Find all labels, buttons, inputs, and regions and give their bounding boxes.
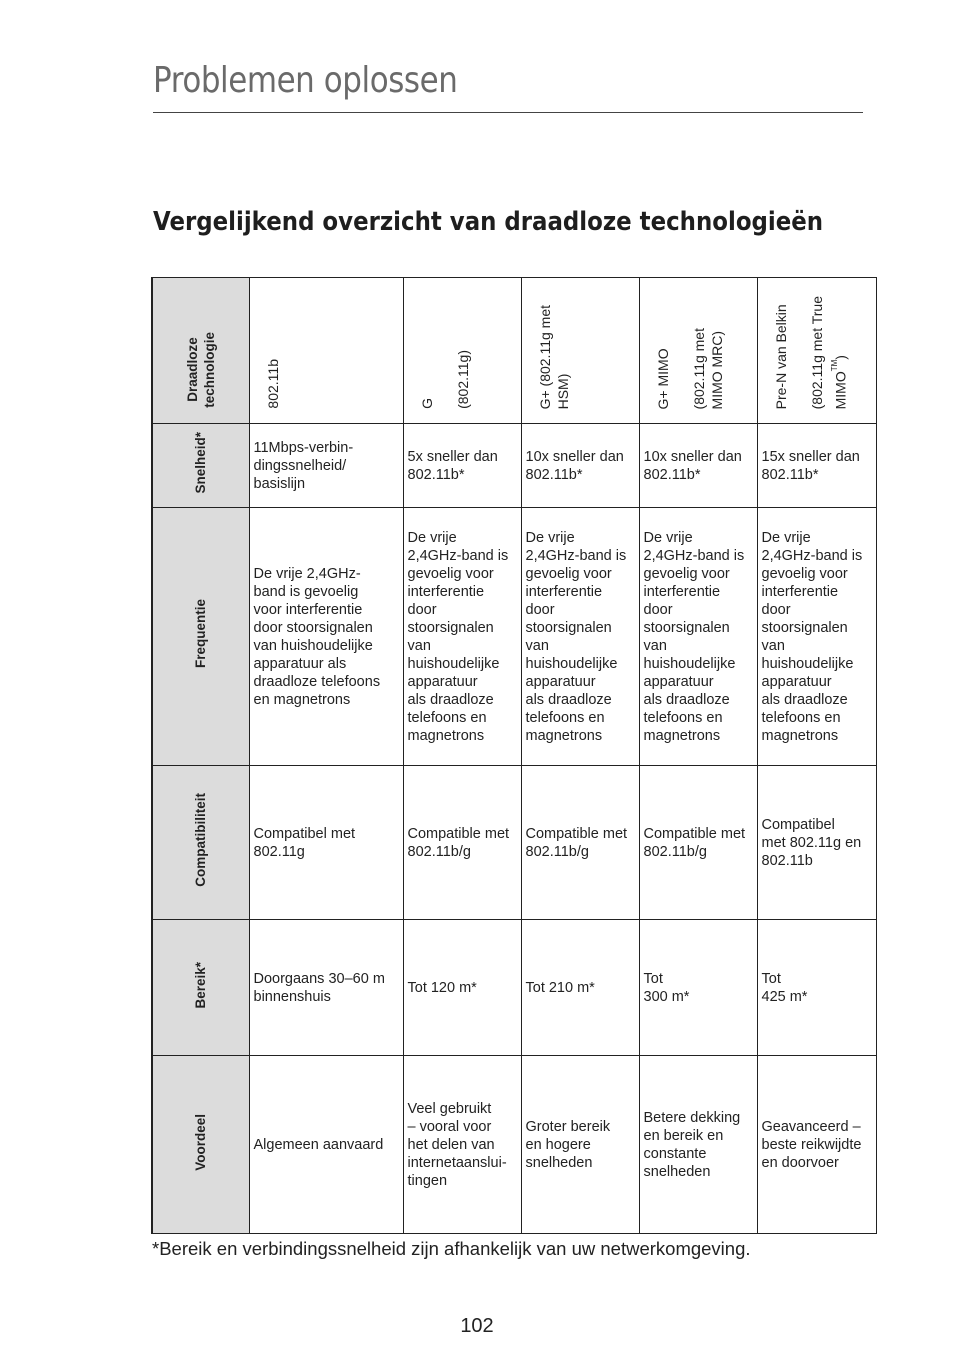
comparison-table bbox=[151, 277, 877, 1234]
footnote: *Bereik en verbindingssnelheid zijn afhankelijk van uw netwerkomgeving. bbox=[152, 1238, 751, 1259]
table-cell: Tot 300 m* bbox=[639, 920, 757, 1056]
table-row-range bbox=[152, 920, 876, 1056]
column-header-g-plus-mimo: G+ MIMO (802.11g met MIMO MRC) bbox=[639, 278, 757, 424]
table-row-advantage bbox=[152, 1056, 876, 1234]
table-cell: Doorgaans 30–60 m binnenshuis bbox=[249, 920, 403, 1056]
column-header-g: G (802.11g) bbox=[403, 278, 521, 424]
table-cell: Tot 120 m* bbox=[403, 920, 521, 1056]
table-cell: De vrije 2,4GHz-band is gevoelig voor interferentie door stoorsignalen van huishoudelijke apparatuur als draadloze telefoons en magnetrons bbox=[521, 508, 639, 766]
row-header-speed bbox=[152, 424, 249, 508]
table-cell: De vrije 2,4GHz-band is gevoelig voor interferentie door stoorsignalen van huishoudelijke apparatuur als draadloze telefoons en magnetrons bbox=[639, 508, 757, 766]
table-cell: Tot 425 m* bbox=[757, 920, 876, 1056]
table-cell: Compatible met 802.11b/g bbox=[403, 766, 521, 920]
table-cell: Groter bereik en hogere snelheden bbox=[521, 1056, 639, 1234]
page-number: 102 bbox=[460, 1315, 494, 1337]
column-header-g-plus: G+ (802.11g met HSM) bbox=[521, 278, 639, 424]
table-cell: De vrije 2,4GHz-band is gevoelig voor interferentie door stoorsignalen van huishoudelijke apparatuur als draadloze telefoons en magnetrons bbox=[403, 508, 521, 766]
page-header bbox=[153, 60, 863, 113]
table-cell: 15x sneller dan 802.11b* bbox=[757, 424, 876, 508]
table-header-row bbox=[152, 278, 876, 424]
row-header-compatibility bbox=[152, 766, 249, 920]
row-header-label: Snelheid* bbox=[193, 432, 209, 494]
table-cell: De vrije 2,4GHz- band is gevoelig voor interferentie door stoorsignalen van huishoudelijke apparatuur als draadloze telefoons en magnetrons bbox=[249, 508, 403, 766]
table-cell: 11Mbps-verbin- dingssnelheid/ basislijn bbox=[249, 424, 403, 508]
table-row-frequency bbox=[152, 508, 876, 766]
row-header-label: Voordeel bbox=[193, 1113, 209, 1171]
row-header-label: Compatibiliteit bbox=[193, 793, 209, 887]
row-header-range bbox=[152, 920, 249, 1056]
table-cell: Compatible met 802.11b/g bbox=[639, 766, 757, 920]
table-cell: 10x sneller dan 802.11b* bbox=[639, 424, 757, 508]
table-cell: Geavanceerd – beste reikwijdte en doorvoer bbox=[757, 1056, 876, 1234]
row-header-label: Frequentie bbox=[193, 599, 209, 669]
corner-header-cell bbox=[152, 278, 249, 424]
page-title: Problemen oplossen bbox=[153, 60, 458, 101]
section-title: Vergelijkend overzicht van draadloze technologieën bbox=[153, 207, 824, 237]
table-row-speed bbox=[152, 424, 876, 508]
table-row-compatibility bbox=[152, 766, 876, 920]
row-header-advantage bbox=[152, 1056, 249, 1234]
table-cell: Betere dekking en bereik en constante snelheden bbox=[639, 1056, 757, 1234]
table-cell: De vrije 2,4GHz-band is gevoelig voor interferentie door stoorsignalen van huishoudelijke apparatuur als draadloze telefoons en magnetrons bbox=[757, 508, 876, 766]
table-cell: Compatibel met 802.11g en 802.11b bbox=[757, 766, 876, 920]
table-cell: Veel gebruikt – vooral voor het delen van internetaanslui- tingen bbox=[403, 1056, 521, 1234]
table-cell: Compatibel met 802.11g bbox=[249, 766, 403, 920]
table-cell: Algemeen aanvaard bbox=[249, 1056, 403, 1234]
column-header-pre-n: Pre-N van Belkin (802.11g met True MIMO™) bbox=[757, 278, 876, 424]
table-cell: 10x sneller dan 802.11b* bbox=[521, 424, 639, 508]
row-header-label: Bereik* bbox=[193, 961, 209, 1009]
column-header-802-11b: 802.11b bbox=[249, 278, 403, 424]
row-header-frequency bbox=[152, 508, 249, 766]
table-cell: Compatible met 802.11b/g bbox=[521, 766, 639, 920]
table-cell: Tot 210 m* bbox=[521, 920, 639, 1056]
corner-header-label: Draadloze technologie bbox=[184, 332, 217, 408]
table-cell: 5x sneller dan 802.11b* bbox=[403, 424, 521, 508]
